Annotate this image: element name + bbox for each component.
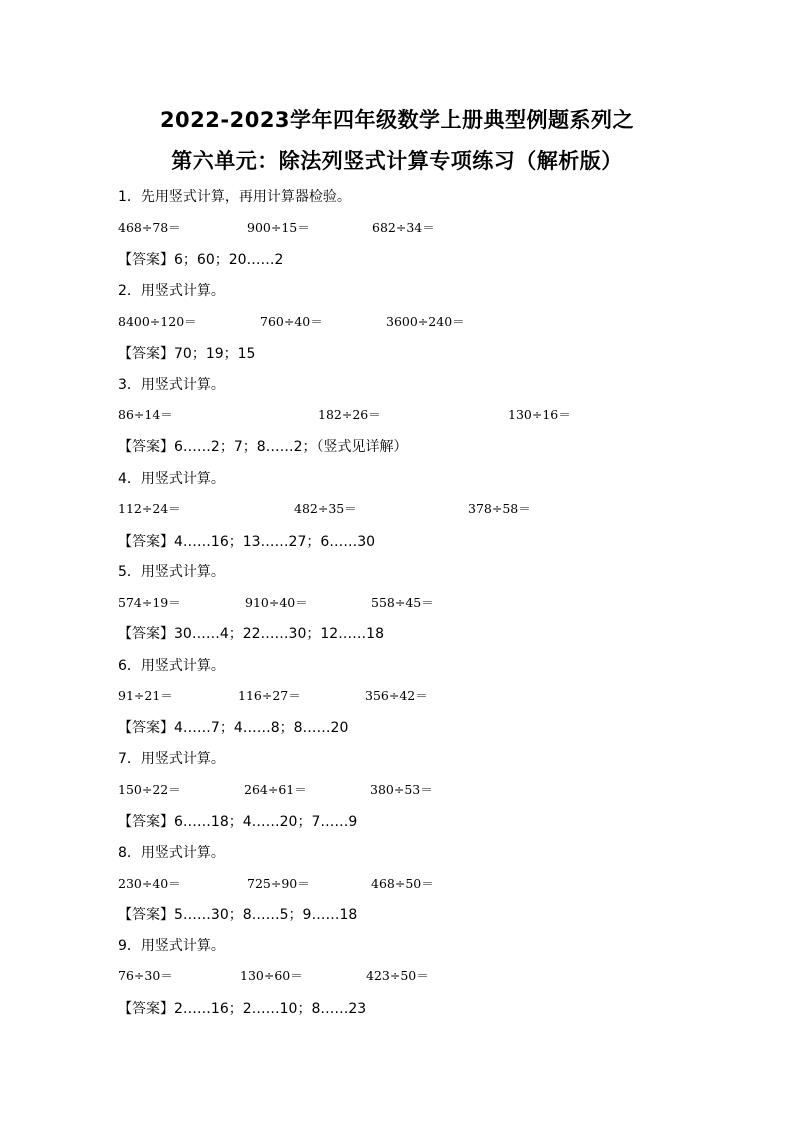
question-3-head: 3．用竖式计算。 bbox=[118, 377, 225, 393]
question-4-head: 4．用竖式计算。 bbox=[118, 471, 225, 487]
question-7-head: 7．用竖式计算。 bbox=[118, 751, 225, 767]
question-5-answer: 【答案】30……4；22……30；12……18 bbox=[118, 626, 384, 642]
question-2-head: 2．用竖式计算。 bbox=[118, 283, 225, 299]
question-4-expr-1: 112÷24＝ bbox=[118, 501, 181, 516]
question-9-answer: 【答案】2……16；2……10；8……23 bbox=[118, 1001, 367, 1017]
question-3-answer: 【答案】6……2；7；8……2；（竖式见详解） bbox=[118, 439, 408, 455]
question-7-answer: 【答案】6……18；4……20；7……9 bbox=[118, 814, 358, 830]
title-line-1: 2022-2023学年四年级数学上册典型例题系列之 bbox=[159, 108, 635, 132]
question-9-expr-2: 130÷60＝ bbox=[240, 968, 303, 983]
question-5-expr-1: 574÷19＝ bbox=[118, 595, 181, 610]
question-4-answer: 【答案】4……16；13……27；6……30 bbox=[118, 534, 376, 550]
question-8-expr-1: 230÷40＝ bbox=[118, 876, 181, 891]
question-6-expr-3: 356÷42＝ bbox=[365, 688, 428, 703]
question-5-head: 5．用竖式计算。 bbox=[118, 564, 225, 580]
question-8-expr-2: 725÷90＝ bbox=[247, 876, 310, 891]
question-1-expr-3: 682÷34＝ bbox=[372, 220, 435, 235]
question-8-expr-3: 468÷50＝ bbox=[371, 876, 434, 891]
question-8-head: 8．用竖式计算。 bbox=[118, 845, 225, 861]
question-6-answer: 【答案】4……7；4……8；8……20 bbox=[118, 720, 349, 736]
question-4-expr-3: 378÷58＝ bbox=[468, 501, 531, 516]
question-9-head: 9．用竖式计算。 bbox=[118, 938, 225, 954]
question-2-expr-1: 8400÷120＝ bbox=[118, 314, 197, 329]
question-3-expr-3: 130÷16＝ bbox=[508, 407, 571, 422]
question-5-expr-2: 910÷40＝ bbox=[245, 595, 308, 610]
question-7-expr-1: 150÷22＝ bbox=[118, 782, 181, 797]
question-3-expr-1: 86÷14＝ bbox=[118, 407, 173, 422]
question-6-head: 6．用竖式计算。 bbox=[118, 658, 225, 674]
question-1-head: 1．先用竖式计算，再用计算器检验。 bbox=[118, 189, 351, 205]
question-3-expr-2: 182÷26＝ bbox=[318, 407, 381, 422]
question-8-answer: 【答案】5……30；8……5；9……18 bbox=[118, 907, 358, 923]
question-1-answer: 【答案】6；60；20……2 bbox=[118, 252, 284, 268]
question-1-expr-1: 468÷78＝ bbox=[118, 220, 181, 235]
question-6-expr-2: 116÷27＝ bbox=[238, 688, 301, 703]
question-4-expr-2: 482÷35＝ bbox=[294, 501, 357, 516]
question-2-expr-3: 3600÷240＝ bbox=[386, 314, 465, 329]
question-9-expr-1: 76÷30＝ bbox=[118, 968, 173, 983]
question-2-expr-2: 760÷40＝ bbox=[260, 314, 323, 329]
question-7-expr-3: 380÷53＝ bbox=[370, 782, 433, 797]
title-line-2: 第六单元：除法列竖式计算专项练习（解析版） bbox=[171, 149, 623, 173]
question-2-answer: 【答案】70；19；15 bbox=[118, 346, 256, 362]
question-9-expr-3: 423÷50＝ bbox=[366, 968, 429, 983]
question-6-expr-1: 91÷21＝ bbox=[118, 688, 173, 703]
question-5-expr-3: 558÷45＝ bbox=[371, 595, 434, 610]
question-1-expr-2: 900÷15＝ bbox=[247, 220, 310, 235]
question-7-expr-2: 264÷61＝ bbox=[244, 782, 307, 797]
